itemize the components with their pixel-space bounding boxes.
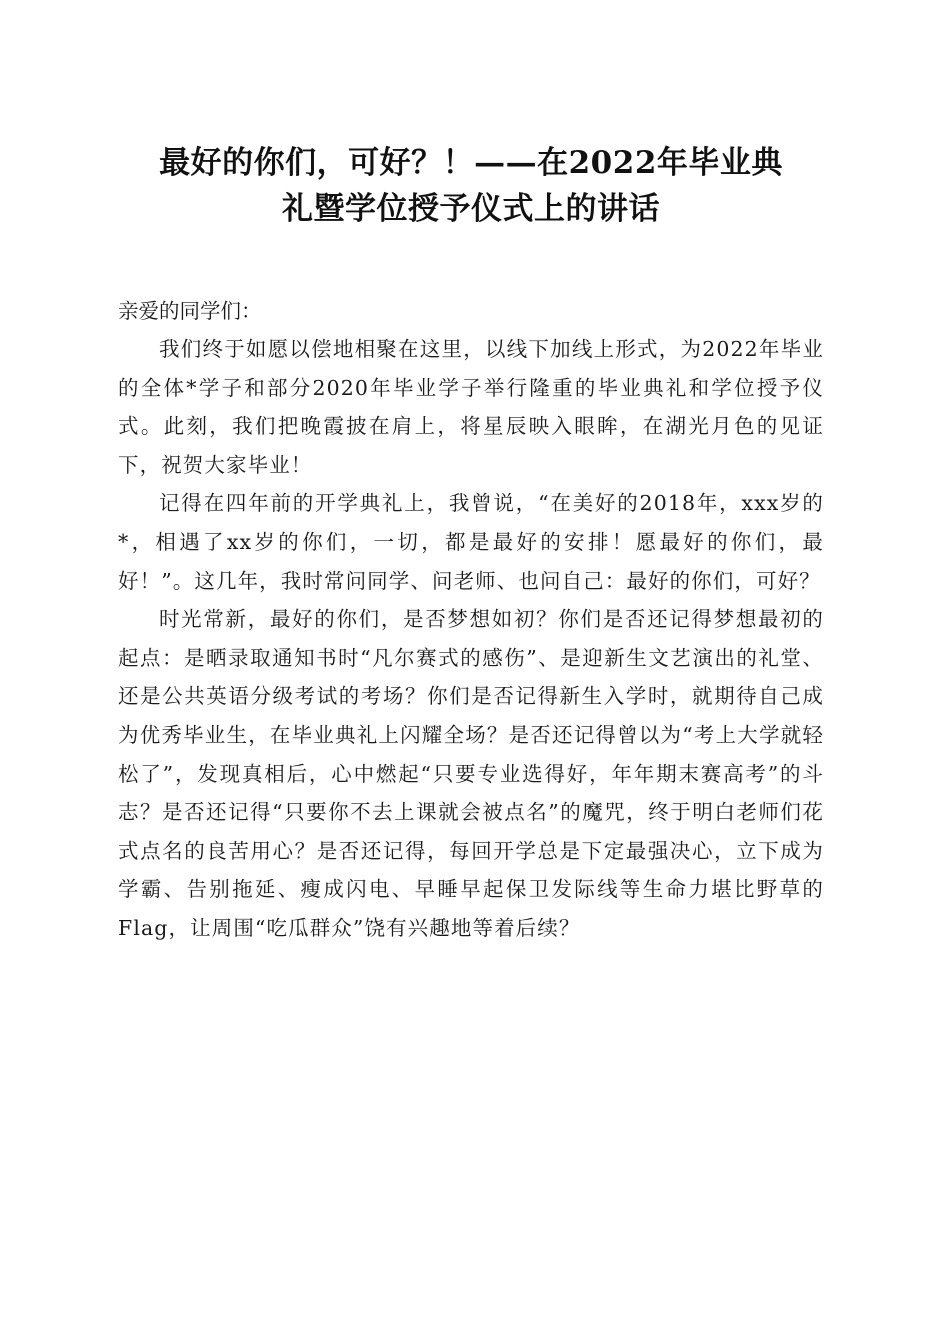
document-body [118,292,824,948]
paragraph-3: 时光常新，最好的你们，是否梦想如初？你们是否还记得梦想最初的起点：是晒录取通知书时“凡尔赛式的感伤”、是迎新生文艺演出的礼堂、还是公共英语分级考试的考场？你们是否记得新生入学时，就期待自己成为优秀毕业生，在毕业典礼上闪耀全场？是否还记得曾以为“考上大学就轻松了”，发现真相后，心中燃起“只要专业选得好，年年期末赛高考”的斗志？是否还记得“只要你不去上课就会被点名”的魔咒，终于明白老师们花式点名的良苦用心？是否还记得，每回开学总是下定最强决心，立下成为学霸、告别拖延、瘦成闪电、早睡早起保卫发际线等生命力堪比野草的Flag，让周围“吃瓜群众”饶有兴趣地等着后续？ [118,607,824,940]
document-page [118,140,824,948]
paragraph-2: 记得在四年前的开学典礼上，我曾说，“在美好的2018年，xxx岁的*，相遇了xx岁的你们，一切，都是最好的安排！愿最好的你们，最好！”。这几年，我时常问同学、问老师、也问自己：最好的你们，可好？ [118,491,824,593]
title-line-2: 礼暨学位授予仪式上的讲话 [282,191,660,227]
salutation: 亲爱的同学们： [118,299,262,323]
title-line-1: 最好的你们，可好？！——在2022年毕业典 [159,145,783,181]
paragraph-1: 我们终于如愿以偿地相聚在这里，以线下加线上形式，为2022年毕业的全体*学子和部分2020年毕业学子举行隆重的毕业典礼和学位授予仪式。此刻，我们把晚霞披在肩上，将星辰映入眼眸，在湖光月色的见证下，祝贺大家毕业！ [118,337,824,477]
document-title [118,140,824,232]
